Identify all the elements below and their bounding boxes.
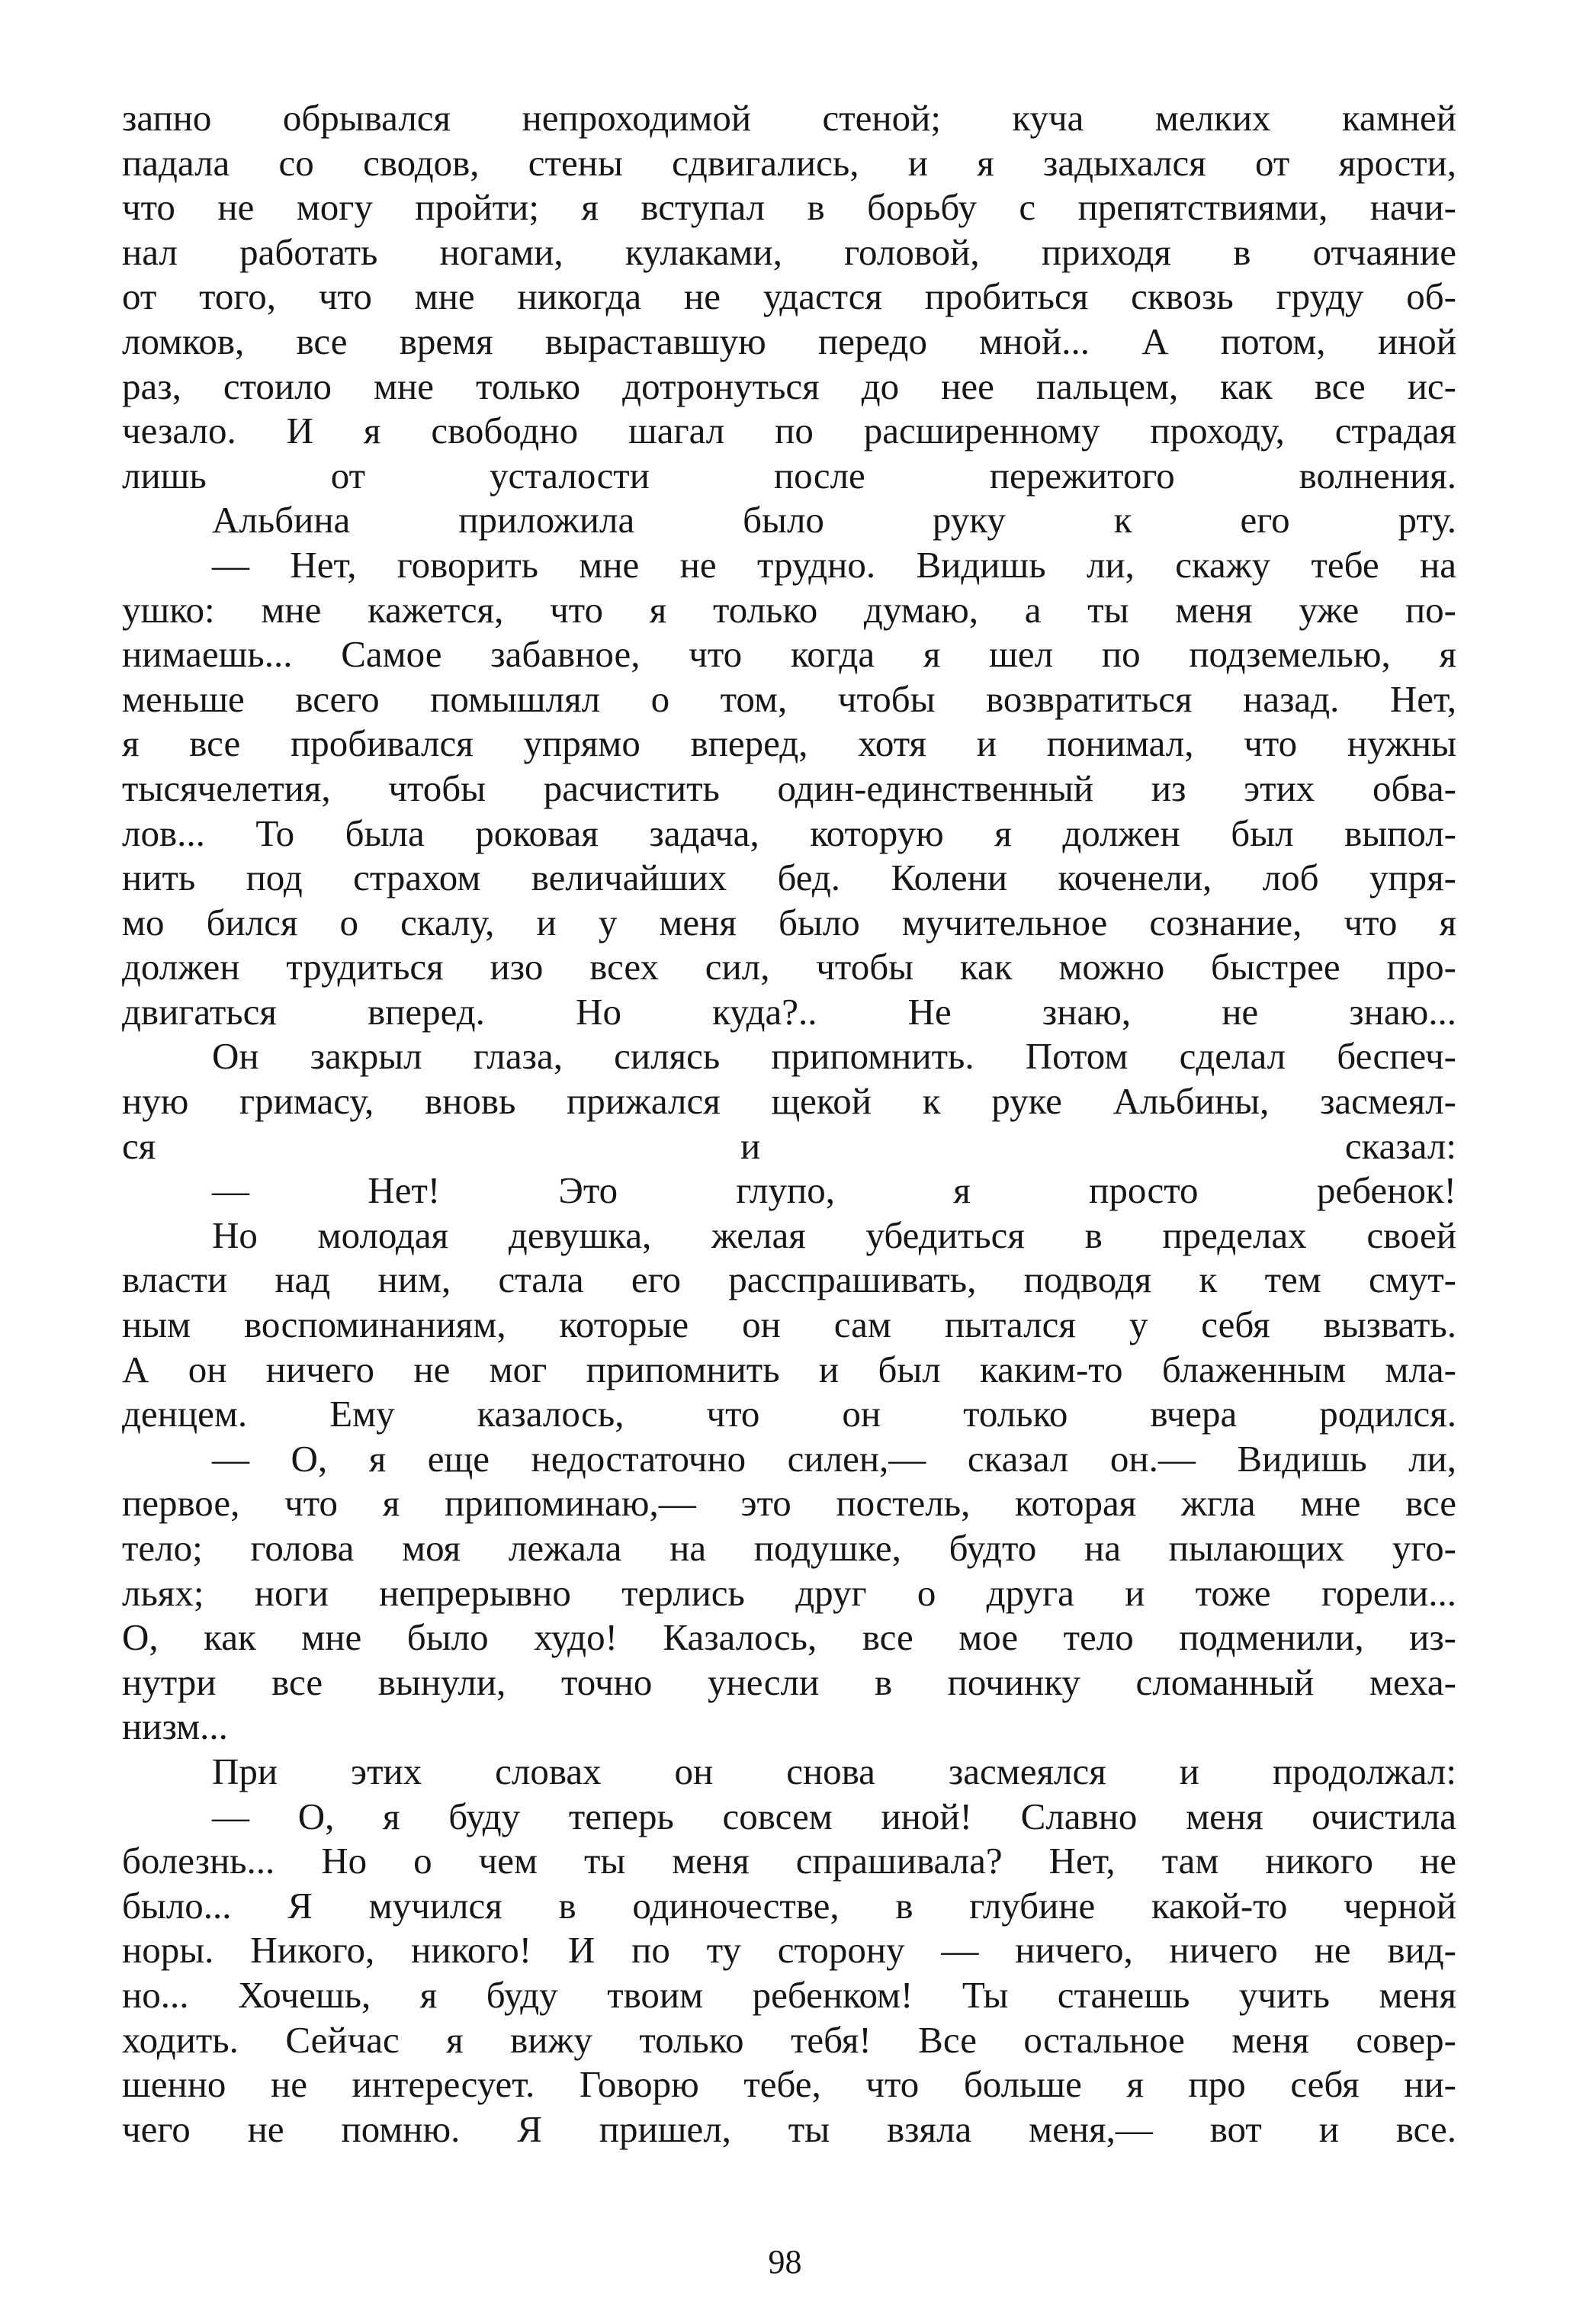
text-line: тысячелетия, чтобы расчистить один-единственный из этих обва- <box>122 767 1456 809</box>
text-line: мо бился о скалу, и у меня было мучительное сознание, что я <box>122 901 1456 943</box>
text-line: Но молодая девушка, желая убедиться в пределах своей <box>212 1213 1456 1256</box>
text-line: льях; ноги непрерывно терлись друг о друга и тоже горели... <box>122 1571 1456 1614</box>
page-number: 98 <box>768 2243 802 2281</box>
text-line: ся и сказал: <box>122 1124 1456 1167</box>
text-line: ным воспоминаниям, которые он сам пытался у себя вызвать. <box>122 1303 1456 1346</box>
text-line: должен трудиться изо всех сил, чтобы как можно быстрее про- <box>122 946 1456 988</box>
text-line: лов... То была роковая задача, которую я должен был выпол- <box>122 812 1456 854</box>
text-line: Альбина приложила было руку к его рту. <box>212 499 1456 542</box>
text-line: — Нет, говорить мне не трудно. Видишь ли, скажу тебе на <box>212 543 1456 586</box>
text-line: чезало. И я свободно шагал по расширенному проходу, страдая <box>122 410 1456 452</box>
text-line: норы. Никого, никого! И по ту сторону — ничего, ничего не вид- <box>122 1929 1456 1972</box>
text-line: Он закрыл глаза, силясь припомнить. Потом сделал беспеч- <box>212 1035 1456 1078</box>
text-line: падала со сводов, стены сдвигались, и я задыхался от ярости, <box>122 141 1456 184</box>
text-line: нимаешь... Самое забавное, что когда я шел по подземелью, я <box>122 633 1456 676</box>
text-line: нутри все вынули, точно унесли в починку сломанный меха- <box>122 1660 1456 1703</box>
text-line: запно обрывался непроходимой стеной; куча мелких камней <box>122 97 1456 139</box>
text-line: первое, что я припоминаю,— это постель, которая жгла мне все <box>122 1482 1456 1525</box>
text-line: А он ничего не мог припомнить и был каким-то блаженным мла- <box>122 1348 1456 1390</box>
text-line: ходить. Сейчас я вижу только тебя! Все остальное меня совер- <box>122 2018 1456 2061</box>
text-line: чего не помню. Я пришел, ты взяла меня,— вот и все. <box>122 2107 1456 2150</box>
text-line: власти над ним, стала его расспрашивать, подводя к тем смут- <box>122 1258 1456 1301</box>
text-line: — Нет! Это глупо, я просто ребенок! <box>212 1169 1456 1212</box>
text-line: тело; голова моя лежала на подушке, будто на пылающих уго- <box>122 1527 1456 1569</box>
text-line: болезнь... Но о чем ты меня спрашивала? Нет, там никого не <box>122 1840 1456 1882</box>
text-line: от того, что мне никогда не удастся пробиться сквозь груду об- <box>122 275 1456 318</box>
text-line: двигаться вперед. Но куда?.. Не знаю, не знаю... <box>122 990 1456 1033</box>
text-line: что не могу пройти; я вступал в борьбу с препятствиями, начи- <box>122 186 1456 229</box>
text-line: лишь от усталости после пережитого волнения. <box>122 454 1456 497</box>
text-line: раз, стоило мне только дотронуться до нее пальцем, как все ис- <box>122 365 1456 407</box>
text-line: — О, я еще недостаточно силен,— сказал он.— Видишь ли, <box>212 1437 1456 1480</box>
text-line: денцем. Ему казалось, что он только вчера родился. <box>122 1393 1456 1435</box>
text-line: низм... <box>122 1705 228 1748</box>
text-line: нал работать ногами, кулаками, головой, приходя в отчаяние <box>122 230 1456 273</box>
text-line: я все пробивался упрямо вперед, хотя и понимал, что нужны <box>122 722 1456 765</box>
text-line: ушко: мне кажется, что я только думаю, а ты меня уже по- <box>122 588 1456 631</box>
text-line: ную гримасу, вновь прижался щекой к руке Альбины, засмеял- <box>122 1080 1456 1123</box>
text-line: шенно не интересует. Говорю тебе, что больше я про себя ни- <box>122 2063 1456 2106</box>
body-text <box>122 96 1456 2152</box>
text-line: ломков, все время выраставшую передо мной... А потом, иной <box>122 320 1456 362</box>
text-line: нить под страхом величайших бед. Колени коченели, лоб упря- <box>122 857 1456 899</box>
text-line: меньше всего помышлял о том, чтобы возвратиться назад. Нет, <box>122 677 1456 720</box>
text-line: При этих словах он снова засмеялся и продолжал: <box>212 1750 1456 1792</box>
text-line: но... Хочешь, я буду твоим ребенком! Ты станешь учить меня <box>122 1973 1456 2016</box>
text-line: было... Я мучился в одиночестве, в глубине какой-то черной <box>122 1884 1456 1927</box>
text-line: О, как мне было худо! Казалось, все мое тело подменили, из- <box>122 1616 1456 1659</box>
text-line: — О, я буду теперь совсем иной! Славно меня очистила <box>212 1795 1456 1837</box>
